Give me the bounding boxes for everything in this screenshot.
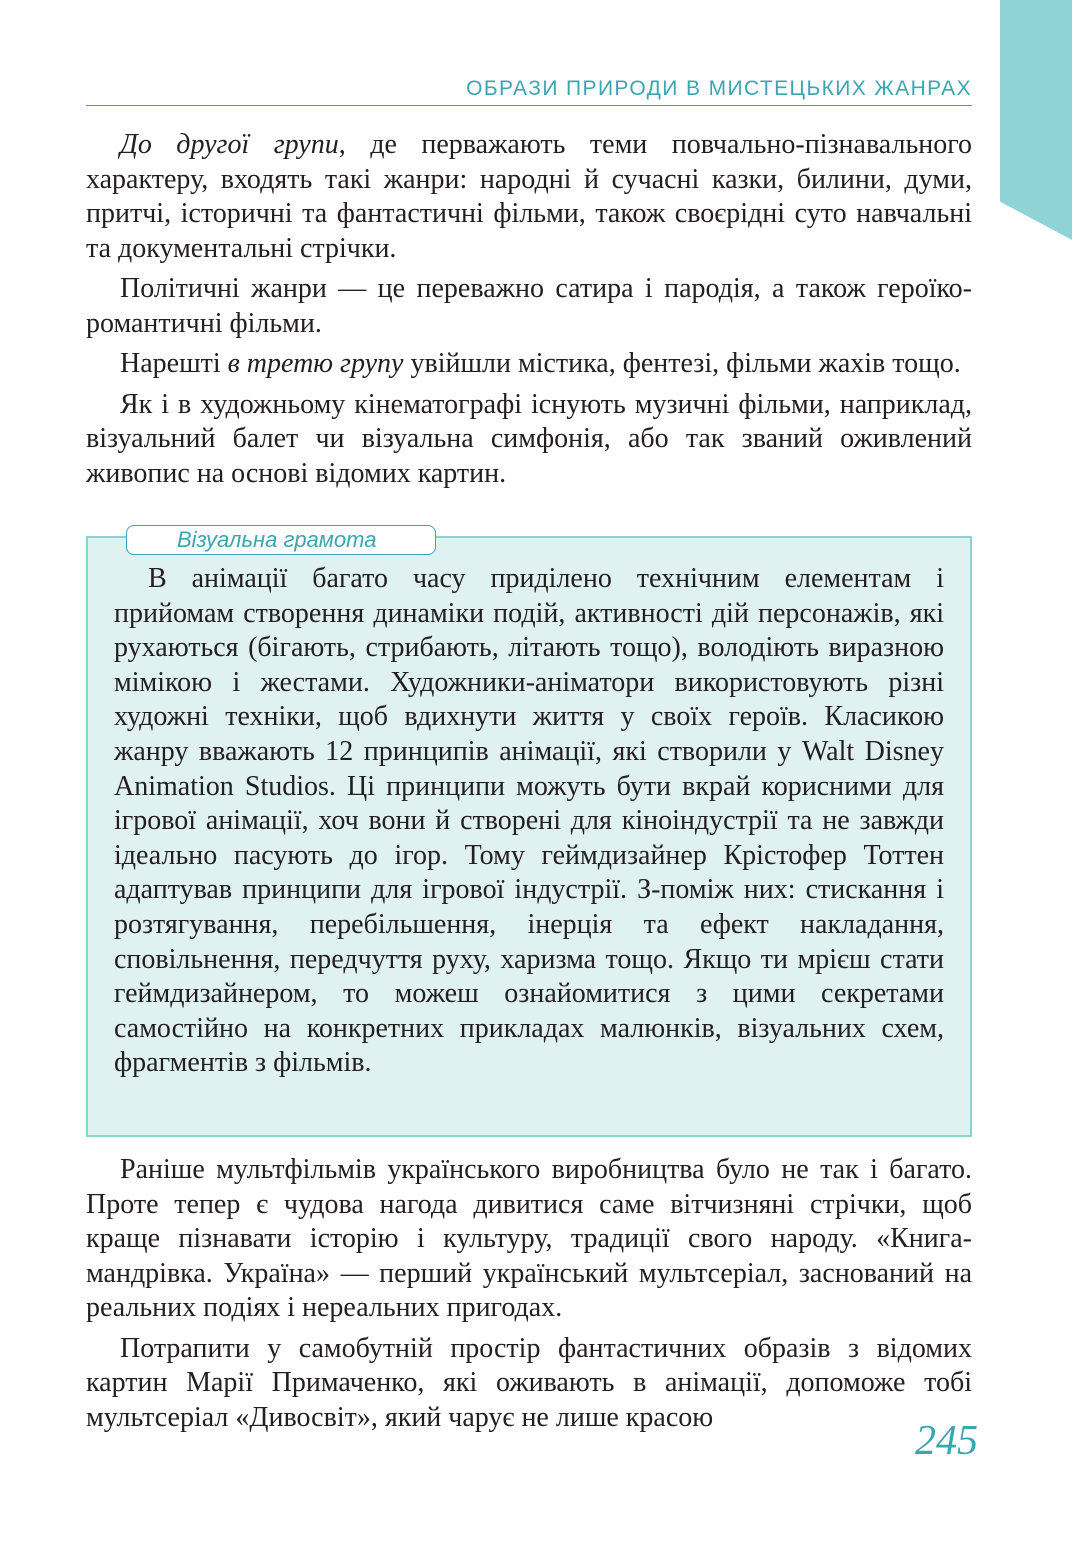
chapter-corner-tab xyxy=(1000,0,1072,240)
header-divider xyxy=(86,105,972,106)
visual-literacy-label: Візуальна грамота xyxy=(126,525,436,555)
emphasis-third-group: в третю групу xyxy=(227,348,404,379)
paragraph-dyvosvit: Потрапити у самобутній простір фантастичних образів з відомих картин Марії Примаченко, які оживають в анімації, допоможе тобі мультсеріал «Дивосвіт», який чарує не лише красою xyxy=(86,1332,972,1433)
emphasis-second-group: До другої групи xyxy=(120,129,339,160)
paragraph-music-films: Як і в художньому кінематографі існують музичні фільми, наприклад, візуальний балет чи візуальна симфонія, або так званий оживлений живопис на основі відомих картин. xyxy=(86,388,972,489)
paragraph-text: Нарешті xyxy=(120,348,228,379)
paragraph-political-genres: Політичні жанри — це переважно сатира і пародія, а також героїко-романтичні фільми. xyxy=(86,273,972,339)
intro-text-block xyxy=(86,128,972,491)
paragraph-text: увійшли містика, фентезі, фільми жахів тощо. xyxy=(403,348,961,379)
paragraph-second-group xyxy=(86,128,972,266)
running-head-title: ОБРАЗИ ПРИРОДИ В МИСТЕЦЬКИХ ЖАНРАХ xyxy=(466,77,972,100)
paragraph-ukrainian-cartoons: Раніше мультфільмів українського виробництва було не так і багато. Проте тепер є чудова нагода дивитися саме вітчизняні стрічки, щоб краще пізнавати історію і культуру, традиції свого народу. «Книга-мандрівка. Україна» — перший український мультсеріал, заснований на реальних подіях і нереальних пригодах. xyxy=(86,1154,972,1323)
page-number: 245 xyxy=(915,1418,978,1464)
paragraph-third-group xyxy=(86,347,972,382)
visual-literacy-text: В анімації багато часу приділено технічним елементам і прийомам створення динаміки подій, активності дій персонажів, які рухаються (бігають, стрибають, літають тощо), володіють виразною мімікою і жестами. Художники-аніматори використовують різні художні техніки, щоб вдихнути життя у своїх героїв. Класикою жанру вважають 12 принципів анімації, які створили у Walt Disney Animation Studios. Ці принципи можуть бути вкрай корисними для ігрової анімації, хоч вони й створені для кіноіндустрії та не завжди ідеально пасують до ігор. Тому геймдизайнер Крістофер Тоттен адаптував принципи для ігрової індустрії. З-поміж них: стискання і розтягування, перебільшення, інерція та ефект накладання, сповільнення, передчуття руху, харизма тощо. Якщо ти мрієш стати геймдизайнером, то можеш ознайомитися з цими секретами самостійно на конкретних прикладах малюнків, візуальних схем, фрагментів з фільмів. xyxy=(114,563,944,1079)
paragraph-text: , де перважають теми повчально-пізнавального характеру, входять такі жанри: народні й сучасні казки, билини, думи, притчі, історичні та фантастичні фільми, також своєрідні суто навчальні та документальні стрічки. xyxy=(86,129,972,264)
outro-text-block xyxy=(86,1153,972,1435)
